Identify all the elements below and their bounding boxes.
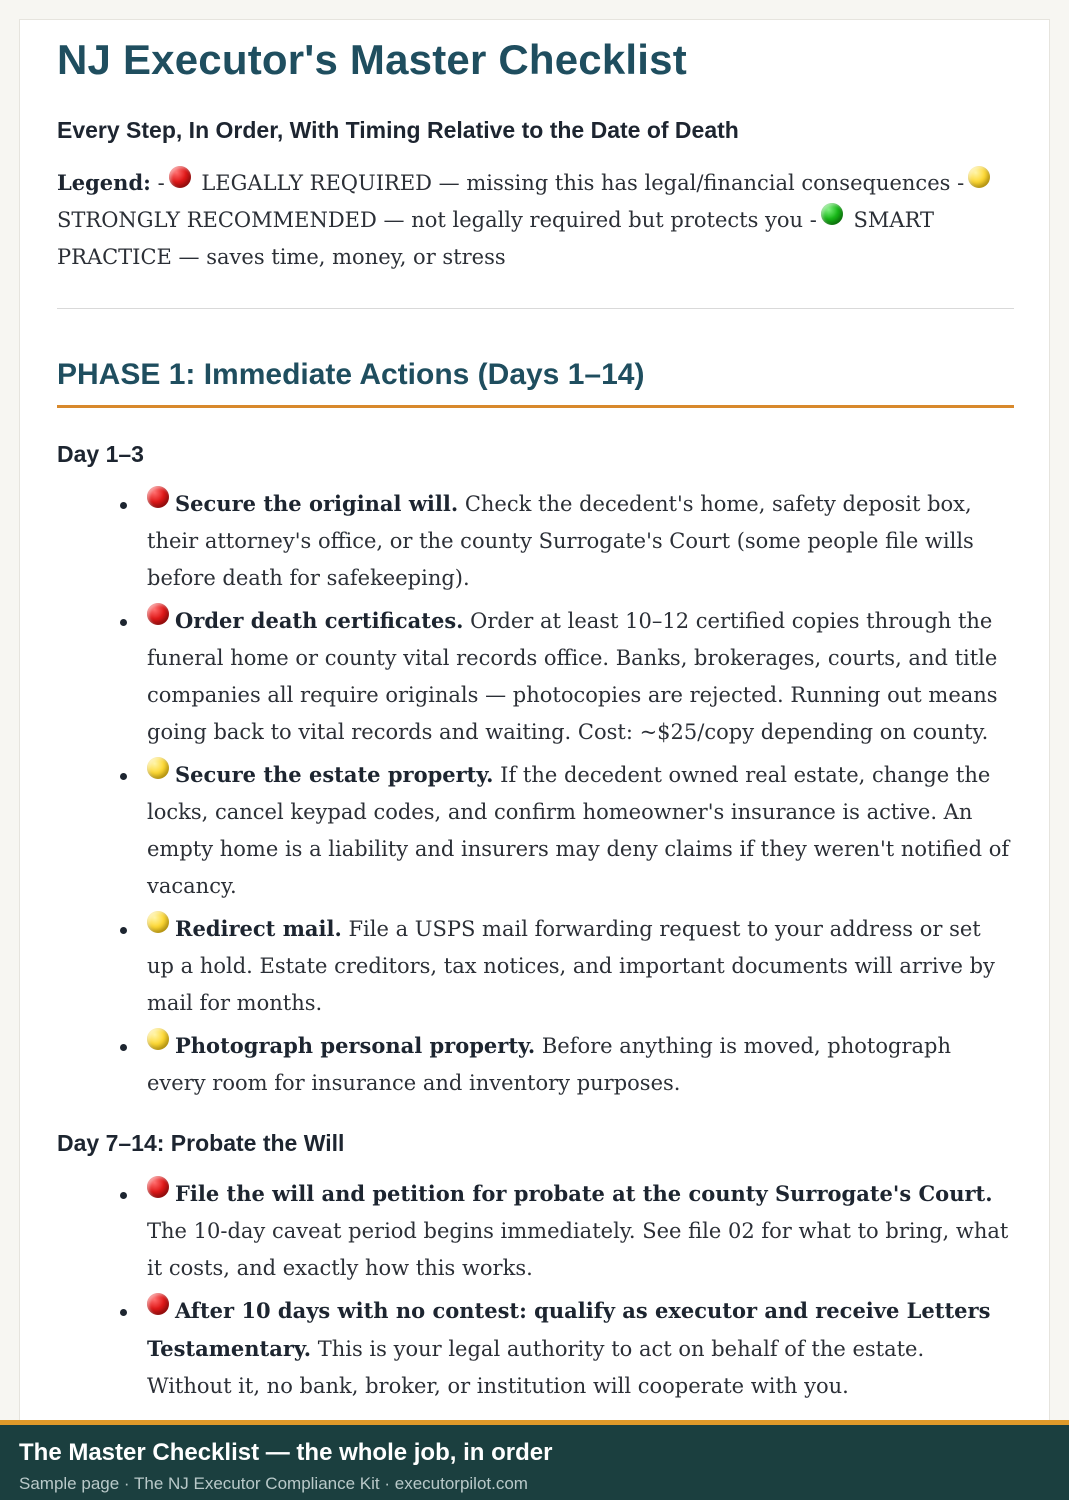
red-circle-icon	[169, 166, 191, 188]
list-item	[111, 1292, 1014, 1405]
item-text: Check the decedent's home, safety deposit box, their attorney's office, or the county Surrogate's Court (some people file wills before death for safekeeping).	[147, 492, 974, 590]
legend-separator: -	[157, 171, 165, 195]
checklist-day-7-14	[111, 1175, 1014, 1410]
document-page	[19, 19, 1050, 1439]
legend	[57, 164, 1014, 276]
item-text: File a USPS mail forwarding request to your address or set up a hold. Estate creditors, tax notices, and important documents will arrive by mail for months.	[147, 917, 995, 1015]
yellow-circle-icon	[147, 911, 169, 933]
checklist-day-1-3	[111, 485, 1014, 1107]
item-title: Secure the estate property.	[175, 762, 494, 787]
item-text: This is your legal authority to act on behalf of the estate. Without it, no bank, broker, or institution will cooperate with you.	[147, 1337, 925, 1398]
yellow-circle-icon	[147, 757, 169, 779]
list-item	[111, 1175, 1014, 1287]
item-text: If the decedent owned real estate, change the locks, cancel keypad codes, and confirm homeowner's insurance is active. An empty home is a liability and insurers may deny claims if they weren't notified of vacancy.	[147, 763, 1010, 898]
legend-separator: -	[809, 208, 817, 232]
item-text: The 10-day caveat period begins immediately. See file 02 for what to bring, what it costs, and exactly how this works.	[147, 1219, 1009, 1280]
legend-item-smart: SMART PRACTICE — saves time, money, or stress	[57, 208, 935, 269]
item-title: Redirect mail.	[175, 916, 342, 941]
green-circle-icon	[821, 203, 843, 225]
footer-subtitle: Sample page · The NJ Executor Compliance Kit · executorpilot.com	[19, 1474, 528, 1493]
red-circle-icon	[147, 486, 169, 508]
phase-heading: PHASE 1: Immediate Actions (Days 1–14)	[57, 358, 645, 391]
item-title: Order death certificates.	[175, 608, 464, 633]
legend-item-required: LEGALLY REQUIRED — missing this has legal/financial consequences	[201, 171, 951, 195]
section-heading-day-7-14: Day 7–14: Probate the Will	[57, 1130, 345, 1156]
list-item	[111, 1027, 1014, 1102]
item-text: Before anything is moved, photograph every room for insurance and inventory purposes.	[147, 1034, 951, 1095]
red-circle-icon	[147, 1176, 169, 1198]
footer-title: The Master Checklist — the whole job, in order	[19, 1439, 553, 1466]
list-item	[111, 485, 1014, 597]
yellow-circle-icon	[968, 166, 990, 188]
list-item	[111, 602, 1014, 751]
item-title: Secure the original will.	[175, 491, 459, 516]
list-item	[111, 910, 1014, 1022]
legend-separator: -	[957, 171, 965, 195]
phase-divider	[57, 405, 1014, 408]
page-subtitle: Every Step, In Order, With Timing Relative to the Date of Death	[57, 117, 739, 143]
item-title: After 10 days with no contest: qualify as executor and receive Letters Testamentary.	[147, 1298, 991, 1361]
item-text: Order at least 10–12 certified copies through the funeral home or county vital records office. Banks, brokerages, courts, and title companies all require originals — photocopies are rejected. Running out means going back to vital records and waiting. Cost: ~$25/copy depending on county.	[147, 609, 998, 744]
footer-banner	[0, 1420, 1069, 1500]
red-circle-icon	[147, 603, 169, 625]
divider	[57, 308, 1014, 309]
yellow-circle-icon	[147, 1028, 169, 1050]
red-circle-icon	[147, 1293, 169, 1315]
legend-label: Legend:	[57, 170, 151, 195]
page-title: NJ Executor's Master Checklist	[57, 36, 687, 83]
legend-item-recommended: STRONGLY RECOMMENDED — not legally required but protects you	[57, 208, 804, 232]
item-title: File the will and petition for probate at the county Surrogate's Court.	[175, 1181, 993, 1206]
item-title: Photograph personal property.	[175, 1033, 536, 1058]
list-item	[111, 756, 1014, 905]
section-heading-day-1-3: Day 1–3	[57, 441, 144, 467]
